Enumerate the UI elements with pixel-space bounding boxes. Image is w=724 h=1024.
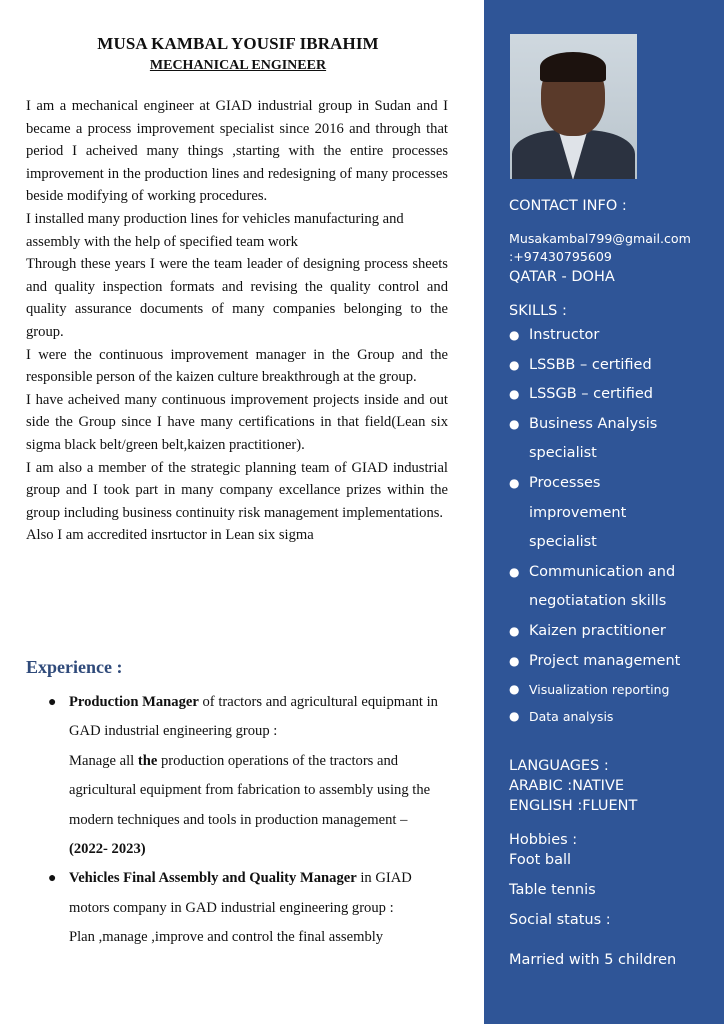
skill-label: Processes improvement specialist <box>529 474 627 551</box>
profile-summary <box>26 95 448 547</box>
skills-heading: SKILLS : <box>509 303 567 319</box>
job-title: MECHANICAL ENGINEER <box>149 58 327 73</box>
skill-label: LSSGB – certified <box>529 386 653 403</box>
bullet-icon: ● <box>509 475 520 490</box>
summary-paragraph: Also I am accredited insrtuctor in Lean six sigma <box>26 527 314 544</box>
language-item: ARABIC :NATIVE <box>509 778 625 794</box>
bullet-icon: ● <box>509 357 520 372</box>
experience-item <box>48 688 448 864</box>
hobby-item: Foot ball <box>509 852 572 868</box>
bullet-icon: ● <box>48 871 57 887</box>
skill-label: Communication and negotiatation skills <box>529 563 676 610</box>
contact-location: QATAR - DOHA <box>509 269 615 285</box>
bullet-icon: ● <box>509 653 520 668</box>
candidate-name: MUSA KAMBAL YOUSIF IBRAHIM <box>97 34 379 53</box>
bullet-icon: ● <box>509 387 520 402</box>
skill-item <box>509 647 719 677</box>
skill-item <box>509 380 719 410</box>
skill-label: LSSBB – certified <box>529 356 652 373</box>
skill-label: Kaizen practitioner <box>529 622 666 639</box>
skill-item <box>509 703 719 730</box>
experience-org: in GIAD motors company in GAD industrial engineering group : <box>69 870 412 916</box>
experience-description-bold: the <box>137 752 158 769</box>
summary-paragraph: I were the continuous improvement manager in the Group and the responsible person of the kaizen culture breakthrough at the group. <box>26 346 448 386</box>
contact-email[interactable]: Musakambal799@gmail.com <box>509 231 691 246</box>
skill-item <box>509 469 639 558</box>
bullet-icon: ● <box>509 682 520 697</box>
bullet-icon: ● <box>509 709 520 724</box>
experience-item <box>48 864 448 952</box>
skill-label: Data analysis <box>529 709 614 725</box>
skill-label: Visualization reporting <box>529 682 670 698</box>
summary-paragraph: Through these years I were the team leader of designing process sheets and quality inspection formats and revising the quality control and quality assurance documents of many companies belonging to the group. <box>26 256 448 340</box>
experience-description: Manage all <box>69 752 138 769</box>
experience-description: Plan ,manage ,improve and control the final assembly <box>69 929 384 946</box>
experience-period: (2022- 2023) <box>69 841 146 858</box>
experience-heading: Experience : <box>26 657 123 677</box>
hobby-item: Table tennis <box>509 882 596 898</box>
skill-label: Business Analysis specialist <box>529 415 658 462</box>
skill-item <box>509 351 719 381</box>
bullet-icon: ● <box>509 328 520 342</box>
skills-list <box>509 321 719 730</box>
photo-hair <box>540 52 606 82</box>
hobbies-heading: Hobbies : <box>509 832 578 848</box>
summary-paragraph: I am also a member of the strategic planning team of GIAD industrial group and I took part in many company excellance prizes within the group including business continuity risk management implementations. <box>26 459 448 521</box>
bullet-icon: ● <box>509 564 520 579</box>
social-status-heading: Social status : <box>509 912 611 928</box>
languages-heading: LANGUAGES : <box>509 758 609 774</box>
profile-photo <box>510 34 637 179</box>
summary-paragraph: I have acheived many continuous improvement projects inside and out side the Group since I have many certifications in that field(Lean six sigma black belt/green belt,kaizen practitioner). <box>26 391 448 453</box>
skill-item <box>509 617 719 647</box>
experience-list <box>48 688 448 953</box>
skill-item <box>509 676 719 703</box>
bullet-icon: ● <box>509 416 520 431</box>
social-status-value: Married with 5 children <box>509 952 677 968</box>
summary-paragraph: I installed many production lines for vehicles manufacturing and assembly with the help of specified team work <box>26 210 404 250</box>
experience-role: Vehicles Final Assembly and Quality Manager <box>69 870 357 887</box>
experience-description: production operations of the tractors and agricultural equipment from fabrication to assembly using the modern techniques and tools in production management – <box>69 752 431 828</box>
bullet-icon: ● <box>509 623 520 638</box>
skill-item <box>509 558 699 617</box>
experience-role: Production Manager <box>69 694 199 710</box>
summary-paragraph: I am a mechanical engineer at GIAD industrial group in Sudan and I became a process improvement specialist since 2016 and through that period I acheived many things ,starting with the entire processes improvement in the production lines and redesigning of many processes beside modifying of working procedures. <box>26 98 448 205</box>
skill-label: Instructor <box>529 327 600 343</box>
experience-org: of tractors and agricultural equipmant in GAD industrial engineering group : <box>69 694 438 740</box>
skill-label: Project management <box>529 652 681 669</box>
contact-heading: CONTACT INFO : <box>509 198 627 214</box>
skill-item <box>509 410 679 469</box>
sidebar <box>484 0 724 1024</box>
skill-item <box>509 321 719 351</box>
bullet-icon: ● <box>48 695 57 710</box>
language-item: ENGLISH :FLUENT <box>509 798 638 814</box>
contact-phone[interactable]: :+97430795609 <box>509 249 612 264</box>
